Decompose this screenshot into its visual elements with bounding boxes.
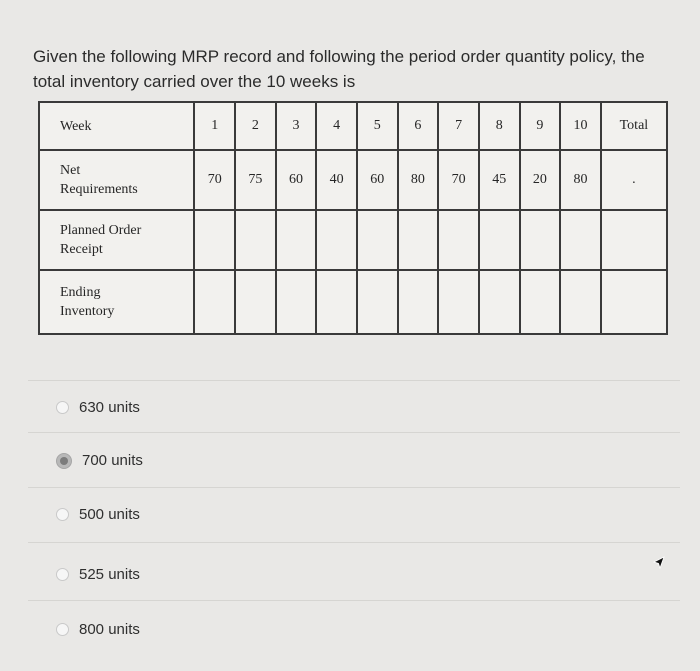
week-number-cell: 9 <box>520 102 561 150</box>
answer-option-label[interactable]: 800 units <box>79 621 140 638</box>
answer-option-label[interactable]: 500 units <box>79 506 140 523</box>
ending-inventory-cell <box>276 270 317 334</box>
ending-inventory-cell <box>235 270 276 334</box>
net-requirement-cell: 60 <box>357 150 398 210</box>
row-label-line: Receipt <box>60 242 103 257</box>
net-requirement-cell: 75 <box>235 150 276 210</box>
planned-order-receipt-cell <box>276 210 317 270</box>
answer-option-label[interactable]: 700 units <box>82 452 143 469</box>
option-divider <box>28 432 680 433</box>
planned-order-receipt-cell <box>560 210 601 270</box>
mouse-pointer-icon <box>652 556 666 570</box>
week-number-cell: 10 <box>560 102 601 150</box>
net-requirement-cell: 70 <box>438 150 479 210</box>
net-requirement-cell: 80 <box>398 150 439 210</box>
ending-inventory-total-cell <box>601 270 667 334</box>
row-label-line: Net <box>60 163 81 178</box>
radio-button[interactable] <box>56 623 69 636</box>
planned-order-receipt-cell <box>520 210 561 270</box>
table-row <box>39 270 667 334</box>
planned-order-receipt-cell <box>194 210 235 270</box>
table-row <box>39 150 667 210</box>
radio-button-checked[interactable] <box>56 453 72 469</box>
net-requirement-cell: 20 <box>520 150 561 210</box>
week-number-cell: 1 <box>194 102 235 150</box>
row-label-net-requirements <box>39 150 194 210</box>
net-requirement-cell: 70 <box>194 150 235 210</box>
mrp-record-table <box>38 101 668 335</box>
ending-inventory-cell <box>357 270 398 334</box>
net-requirement-cell: 60 <box>276 150 317 210</box>
table-header-row <box>39 102 667 150</box>
planned-order-receipt-cell <box>438 210 479 270</box>
week-number-cell: 7 <box>438 102 479 150</box>
answer-option[interactable] <box>56 399 140 416</box>
net-requirement-cell: 80 <box>560 150 601 210</box>
planned-order-receipt-cell <box>479 210 520 270</box>
ending-inventory-cell <box>438 270 479 334</box>
net-requirement-cell: 40 <box>316 150 357 210</box>
answer-option[interactable] <box>56 566 140 583</box>
answer-option[interactable] <box>56 506 140 523</box>
total-header-cell: Total <box>601 102 667 150</box>
ending-inventory-cell <box>398 270 439 334</box>
week-header-cell: Week <box>39 102 194 150</box>
answer-option-selected[interactable] <box>56 452 143 469</box>
radio-button[interactable] <box>56 508 69 521</box>
row-label-ending-inventory <box>39 270 194 334</box>
ending-inventory-cell <box>194 270 235 334</box>
answer-option[interactable] <box>56 621 140 638</box>
option-divider <box>28 380 680 381</box>
answer-option-label[interactable]: 630 units <box>79 399 140 416</box>
option-divider <box>28 487 680 488</box>
row-label-line: Inventory <box>60 304 115 319</box>
planned-order-receipt-cell <box>398 210 439 270</box>
week-number-cell: 3 <box>276 102 317 150</box>
planned-order-receipt-cell <box>235 210 276 270</box>
ending-inventory-cell <box>560 270 601 334</box>
week-number-cell: 5 <box>357 102 398 150</box>
week-number-cell: 8 <box>479 102 520 150</box>
option-divider <box>28 542 680 543</box>
ending-inventory-cell <box>479 270 520 334</box>
planned-order-receipt-cell <box>357 210 398 270</box>
net-requirement-total-cell: . <box>601 150 667 210</box>
table-row <box>39 210 667 270</box>
radio-button[interactable] <box>56 401 69 414</box>
answer-option-label[interactable]: 525 units <box>79 566 140 583</box>
row-label-line: Planned Order <box>60 223 142 238</box>
week-number-cell: 6 <box>398 102 439 150</box>
week-number-cell: 2 <box>235 102 276 150</box>
row-label-planned-order-receipt <box>39 210 194 270</box>
ending-inventory-cell <box>520 270 561 334</box>
option-divider <box>28 600 680 601</box>
row-label-line: Requirements <box>60 182 138 197</box>
planned-order-receipt-cell <box>316 210 357 270</box>
radio-button[interactable] <box>56 568 69 581</box>
week-number-cell: 4 <box>316 102 357 150</box>
ending-inventory-cell <box>316 270 357 334</box>
question-text: Given the following MRP record and following the period order quantity policy, the total inventory carried over the 10 weeks is <box>33 47 645 91</box>
row-label-line: Ending <box>60 285 101 300</box>
net-requirement-cell: 45 <box>479 150 520 210</box>
planned-order-receipt-total-cell <box>601 210 667 270</box>
